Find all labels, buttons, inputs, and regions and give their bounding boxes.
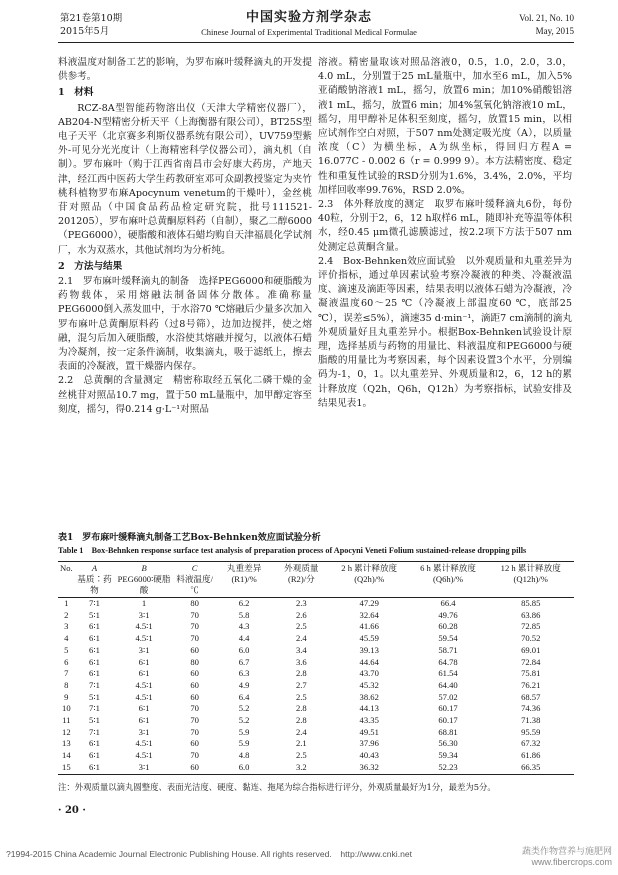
copyright-footer: ?1994-2015 China Academic Journal Electronic Publishing House. All rights reserved. http://www.cnki.net (6, 849, 413, 859)
table-cell: 4.5∶1 (135, 691, 153, 702)
journal-title-cn: 中国实验方剂学杂志 (245, 10, 372, 25)
page-number: · 20 · (58, 805, 86, 816)
table-cell: 7∶1 (89, 703, 100, 714)
table-cell: 60.28 (438, 621, 458, 632)
table-cell: 58.71 (438, 644, 458, 655)
table-cell: 60 (174, 762, 216, 774)
table-cell: 7∶1 (89, 726, 100, 737)
table-cell: 6∶1 (138, 715, 150, 726)
table-cell: 70 (190, 633, 199, 644)
table-row (58, 633, 574, 645)
table-cell: 2 (64, 609, 69, 620)
watermark (522, 846, 612, 868)
table-row (58, 727, 574, 739)
table-cell: 80 (190, 598, 199, 608)
table-cell: 52.23 (409, 762, 488, 774)
right-column (318, 56, 572, 411)
table-cell: 66.35 (487, 762, 574, 774)
table-cell: 7∶1 (89, 679, 100, 690)
section-1-title: 1 材料 (58, 87, 94, 99)
table-header-cell: 6 h 累计释放度 (Q6h)/% (409, 562, 488, 598)
table-header-cell: 12 h 累计释放度 (Q12h)/% (487, 562, 574, 598)
table-cell: 5.2 (238, 703, 250, 714)
table-cell: 44.13 (359, 703, 379, 714)
table-cell: 80 (190, 656, 199, 667)
table-header-cell: 2 h 累计释放度 (Q2h)/% (330, 562, 409, 598)
table-cell: 9 (64, 691, 69, 702)
table-cell: 3∶1 (114, 762, 174, 774)
table-cell: 7 (64, 668, 69, 679)
table-cell: 64.78 (438, 656, 458, 667)
table-cell: 3∶1 (138, 609, 150, 620)
table-cell: 56.30 (438, 738, 458, 749)
table-cell: 36.32 (330, 762, 409, 774)
table-cell: 2.4 (295, 726, 307, 737)
table-cell: 6 (64, 656, 69, 667)
table-cell: 3.2 (273, 762, 330, 774)
table-cell: 72.84 (521, 656, 541, 667)
table-cell: 75.81 (521, 668, 541, 679)
table-row (58, 703, 574, 715)
table-header-cell: C 料液温度/℃ (174, 562, 216, 598)
table-cell: 6.4 (238, 691, 250, 702)
table-cell: 3.4 (295, 644, 307, 655)
table-cell: 3∶1 (138, 644, 150, 655)
table-row (58, 668, 574, 680)
table-cell: 6∶1 (89, 656, 100, 667)
table-header-row (58, 562, 574, 598)
table-row (58, 610, 574, 622)
table-cell: 60 (190, 738, 199, 749)
table-cell: 70 (190, 715, 199, 726)
table-cell: 4.5∶1 (135, 633, 153, 644)
table-cell: 60.17 (438, 715, 458, 726)
table-cell: 6∶1 (75, 762, 115, 774)
table-cell: 5.8 (238, 609, 250, 620)
table-cell: 5.2 (238, 715, 250, 726)
table-cell: 4.3 (238, 621, 250, 632)
section-2-1-paragraph: 2.1 罗布麻叶缓释滴丸的制备 选择PEG6000和硬脂酸为药物载体，采用熔融法制备固体分散体。准确称量PEG6000倒入蒸发皿中，于水浴70 ℃熔融后少量多次加入罗布麻叶总黄酮原料药（过8号筛），边加边搅拌，使之熔融，混匀后加入硬脂酸，水浴使其熔融并搅匀，以液体石蜡为冷凝剂，按一定条件滴制，收集滴丸，吸于滤纸上，擦去表面的冷凝液，置干燥器内保存。 (58, 276, 312, 373)
table-cell: 4.4 (238, 633, 250, 644)
table-cell: 4.5∶1 (135, 738, 153, 749)
table-cell: 60 (190, 668, 199, 679)
table-cell: 6∶1 (89, 750, 100, 761)
table-cell: 6.2 (238, 598, 250, 608)
table-cell: 63.86 (521, 609, 541, 620)
intro-paragraph: 料液温度对制备工艺的影响，为罗布麻叶缓释滴丸的开发提供参考。 (58, 57, 312, 83)
section-2-3-paragraph: 2.3 体外释放度的测定 取罗布麻叶缓释滴丸6份，每份40粒，分别于2，6，12 h取样6 mL，随即补充等温等体积水，经0.45 μm微孔滤膜滤过，按2.2项下方法于507 nm处测定总黄酮含量。 (318, 199, 572, 253)
table-row (58, 680, 574, 692)
table-cell: 11 (62, 715, 71, 726)
table-row (58, 657, 574, 669)
table-cell: 59.34 (438, 750, 458, 761)
table-header-cell: 外观质量 (R2)/分 (273, 562, 330, 598)
table-cell: 44.64 (359, 656, 379, 667)
table-caption-en: Table 1 Box-Behnken response surface test analysis of preparation process of Apocyni Veneti Folium sustained-release dropping pills (58, 546, 527, 555)
watermark-text: 蔬类作物营养与施肥网 (521, 846, 612, 856)
table-cell: 61.54 (438, 668, 458, 679)
table-cell: 2.8 (295, 715, 307, 726)
table-cell: 2.8 (295, 668, 307, 679)
table-cell: 68.57 (521, 691, 541, 702)
table-cell: 6∶1 (89, 668, 100, 679)
table-header-cell: B PEG6000∶硬脂酸 (114, 562, 174, 598)
table-cell: 2.7 (295, 679, 307, 690)
table-cell: 1 (64, 598, 69, 608)
table-cell: 7∶1 (89, 598, 100, 608)
table-cell: 76.21 (521, 679, 541, 690)
table-cell: 6∶1 (138, 703, 150, 714)
table-cell: 60 (190, 691, 199, 702)
table-cell: 3 (64, 621, 69, 632)
table-cell: 95.59 (521, 726, 541, 737)
table-cell: 14 (62, 750, 71, 761)
table-cell: 2.5 (295, 750, 307, 761)
table-cell: 66.4 (440, 598, 456, 608)
issue-number: 第21卷第10期 (60, 13, 123, 24)
table-cell: 4.9 (238, 679, 250, 690)
results-table (58, 561, 574, 775)
table-cell: 72.85 (521, 621, 541, 632)
table-header-cell: No. (58, 562, 75, 598)
table-cell: 61.86 (521, 750, 541, 761)
table-cell: 49.51 (359, 726, 379, 737)
materials-paragraph: RCZ-8A型智能药物溶出仪（天津大学精密仪器厂），AB204-N型精密分析天平（上海衡器有限公司），BT25S型电子天平（北京赛多利斯仪器系统有限公司），UV759型紫外-可见分光光度计（上海精密科学仪器公司），滴丸机（自制）。罗布麻叶（购于江西省南昌市会好康大药房，产地天津，经江西中医药大学生药教研室邓可众副教授鉴定为夹竹桃科植物罗布麻Apocynum venetum的干燥叶），金丝桃苷对照品（中国食品药品检定研究院，批号111521-201205），罗布麻叶总黄酮原料药（自制），聚乙二醇6000（PEG6000），硬脂酸和液体石蜡均购自天津福晨化学试剂厂，水为双蒸水，其他试剂均为分析纯。 (58, 102, 312, 256)
table-cell: 60.17 (438, 703, 458, 714)
table-cell: 67.32 (521, 738, 541, 749)
table-cell: 6.7 (238, 656, 250, 667)
table-cell: 60 (190, 644, 199, 655)
table-cell: 6∶1 (138, 668, 150, 679)
table-cell: 70.52 (521, 633, 541, 644)
volume-info (519, 12, 574, 38)
table-cell: 64.40 (438, 679, 458, 690)
table-cell: 12 (62, 726, 71, 737)
table-cell: 6.0 (215, 762, 272, 774)
table-cell: 37.96 (359, 738, 379, 749)
table-cell: 8 (64, 679, 69, 690)
table-row (58, 762, 574, 774)
table-row (58, 750, 574, 762)
table-cell: 4.5∶1 (135, 750, 153, 761)
table-cell: 70 (190, 750, 199, 761)
table-row (58, 621, 574, 633)
table-row (58, 738, 574, 750)
table-cell: 5∶1 (89, 715, 100, 726)
table-cell: 5 (64, 644, 69, 655)
table-cell: 6∶1 (89, 621, 100, 632)
table-cell: 2.5 (295, 621, 307, 632)
journal-title-en: Chinese Journal of Experimental Traditional Medical Formulae (201, 27, 417, 37)
table-cell: 4.8 (238, 750, 250, 761)
table-cell: 2.3 (295, 598, 307, 608)
table-cell: 60 (190, 679, 199, 690)
table-cell: 74.36 (521, 703, 541, 714)
table-cell: 43.35 (359, 715, 379, 726)
table-cell: 2.1 (295, 738, 307, 749)
table-cell: 71.38 (521, 715, 541, 726)
table-cell: 70 (190, 609, 199, 620)
issue-date: 2015年5月 (60, 26, 110, 37)
table-cell: 70 (190, 703, 199, 714)
table-cell: 32.64 (359, 609, 379, 620)
table-cell: 70 (190, 621, 199, 632)
table-cell: 10 (62, 703, 71, 714)
section-2-2-paragraph: 2.2 总黄酮的含量测定 精密称取经五氧化二磷干燥的金丝桃苷对照品10.7 mg，置于50 mL量瓶中，加甲醇定容至刻度，摇匀，得0.214 g·L⁻¹对照品 (58, 375, 312, 415)
table-cell: 45.32 (359, 679, 379, 690)
table-cell: 4.5∶1 (135, 621, 153, 632)
table-cell: 49.76 (438, 609, 458, 620)
table-row (58, 715, 574, 727)
section-2-4-paragraph: 2.4 Box-Behnken效应面试验 以外观质量和丸重差异为评价指标，通过单因素试验考察冷凝液的种类、冷凝液温度、滴速及滴距等因素，结果表明以液体石蜡为冷凝液，冷凝液温度60～25 ℃（冷凝液上部温度60 ℃，底部25 ℃），误差≤5%），滴速35 d·min⁻¹，滴距7 cm滴制的滴丸外观质量好且丸重差异小。根据Box-Behnken试验设计原理，选择基质与药物的用量比、料液温度和PEG6000与硬脂酸的用量比为考察因素，每个因素设置3个水平，分别编码为-1，0，1。以丸重差异、外观质量和2，6，12 h的累计释放度（Q2h，Q6h，Q12h）为考察指标，试验安排及结果见表1。 (318, 255, 572, 409)
table-cell: 4.5∶1 (135, 679, 153, 690)
table-cell: 40.43 (359, 750, 379, 761)
table-cell: 3.6 (295, 656, 307, 667)
table-cell: 2.5 (295, 691, 307, 702)
table-cell: 85.85 (521, 598, 541, 608)
table-cell: 2.6 (295, 609, 307, 620)
volume-number: Vol. 21, No. 10 (519, 13, 574, 23)
table-row (58, 692, 574, 704)
standard-curve-paragraph: 溶液。精密量取该对照品溶液0，0.5，1.0，2.0，3.0，4.0 mL，分别置于25 mL量瓶中，加水至6 mL，加入5%亚硝酸钠溶液1 mL，摇匀，放置6 min；加10%硝酸铝溶液1 mL，摇匀，放置6 min；加4%氢氧化钠溶液10 mL，摇匀，用甲醇补足体积至刻度，摇匀，放置15 min，以相应试剂作空白对照，于507 nm处测定吸光度（A），以质量浓度（C）为横坐标，A为纵坐标，得回归方程A = 16.077C - 0.002 6（r = 0.999 9）。本方法精密度、稳定性和重复性试验的RSD分别为1.6%，3.4%，2.0%，平均加样回收率99.76%，RSD 2.0%。 (318, 57, 572, 196)
table-row (58, 645, 574, 657)
table-cell: 41.66 (359, 621, 379, 632)
header-rule (58, 42, 574, 43)
table-cell: 2.8 (295, 703, 307, 714)
table-cell: 6∶1 (89, 738, 100, 749)
table-cell: 6∶1 (89, 644, 100, 655)
table-header-cell: A 基质∶药物 (75, 562, 115, 598)
table-cell: 5.9 (238, 726, 250, 737)
volume-date: May, 2015 (535, 26, 574, 36)
watermark-url: www.fibercrops.com (531, 857, 612, 867)
table-cell: 43.70 (359, 668, 379, 679)
table-cell: 38.62 (359, 691, 379, 702)
table-cell: 69.01 (521, 644, 541, 655)
table-cell: 39.13 (359, 644, 379, 655)
table-cell: 47.29 (359, 598, 379, 608)
table-cell: 4 (64, 633, 69, 644)
table-cell: 68.81 (438, 726, 458, 737)
table-cell: 5.9 (238, 738, 250, 749)
table-cell: 6∶1 (138, 656, 150, 667)
table-cell: 2.4 (295, 633, 307, 644)
table-cell: 13 (62, 738, 71, 749)
table-caption-cn: 表1 罗布麻叶缓释滴丸制备工艺Box-Behnken效应面试验分析 (58, 533, 321, 543)
table-cell: 5∶1 (89, 609, 100, 620)
section-2-title: 2 方法与结果 (58, 260, 123, 272)
table-cell: 6.3 (238, 668, 250, 679)
table-cell: 3∶1 (138, 726, 150, 737)
table-cell: 15 (58, 762, 75, 774)
table-cell: 6∶1 (89, 633, 100, 644)
table-cell: 59.54 (438, 633, 458, 644)
table-cell: 6.0 (238, 644, 250, 655)
table-cell: 70 (190, 726, 199, 737)
table-row (58, 598, 574, 610)
table-cell: 1 (141, 598, 147, 608)
table-header-cell: 丸重差异 (R1)/% (215, 562, 272, 598)
table-cell: 45.59 (359, 633, 379, 644)
table-note: 注：外观质量以滴丸圆整度、表面光洁度、硬度、黏连、拖尾为综合指标进行评分，外观质量最好为1分，最差为5分。 (58, 782, 496, 792)
left-column (58, 56, 312, 417)
table-cell: 5∶1 (89, 691, 100, 702)
table-cell: 57.02 (438, 691, 458, 702)
